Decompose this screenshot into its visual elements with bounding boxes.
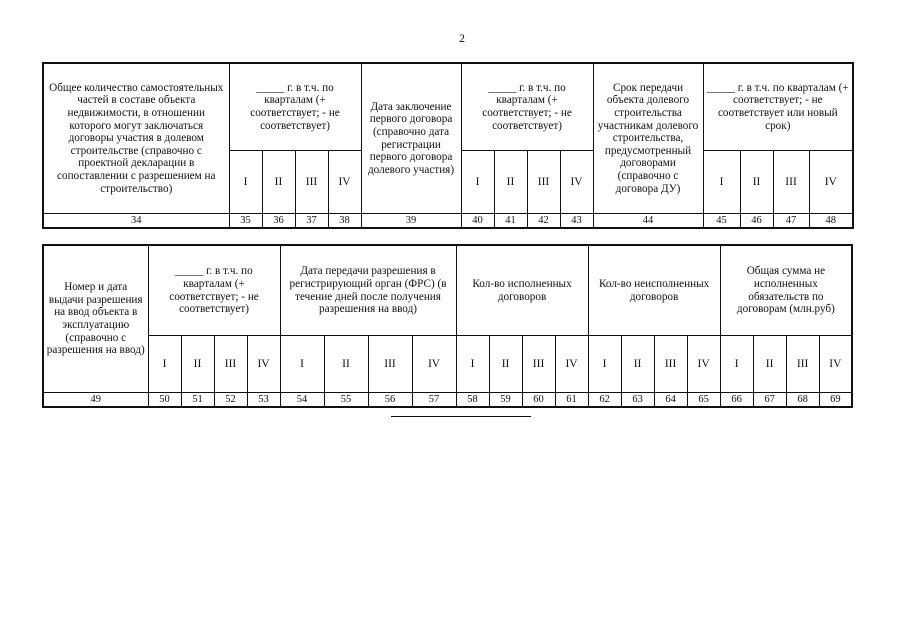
quarter-cell: III bbox=[522, 336, 555, 393]
column-number: 62 bbox=[588, 393, 621, 408]
column-number: 69 bbox=[819, 393, 852, 408]
column-number: 50 bbox=[148, 393, 181, 408]
quarter-cell: III bbox=[654, 336, 687, 393]
column-number: 68 bbox=[786, 393, 819, 408]
quarter-cell: IV bbox=[819, 336, 852, 393]
column-number: 45 bbox=[703, 214, 740, 229]
column-number: 40 bbox=[461, 214, 494, 229]
header-quarters-group-1: _____ г. в т.ч. по кварталам (+ соответствует; - не соответствует) bbox=[229, 63, 361, 151]
column-number: 54 bbox=[280, 393, 324, 408]
quarter-cell: I bbox=[148, 336, 181, 393]
quarter-cell: III bbox=[773, 151, 809, 214]
quarter-cell: II bbox=[753, 336, 786, 393]
quarter-cell: II bbox=[494, 151, 527, 214]
quarter-cell: IV bbox=[687, 336, 720, 393]
column-number: 67 bbox=[753, 393, 786, 408]
header-total-unfulfilled-sum: Общая сумма не исполненных обязательств по договорам (млн.руб) bbox=[720, 245, 852, 336]
quarter-cell: III bbox=[214, 336, 247, 393]
column-number: 38 bbox=[328, 214, 361, 229]
column-number: 47 bbox=[773, 214, 809, 229]
header-first-contract-date: Дата заключение первого договора (справочно дата регистрации первого договора долевого участия) bbox=[361, 63, 461, 214]
quarter-cell: III bbox=[786, 336, 819, 393]
header-executed-contracts: Кол-во исполненных договоров bbox=[456, 245, 588, 336]
quarter-cell: I bbox=[703, 151, 740, 214]
column-number: 66 bbox=[720, 393, 753, 408]
quarter-cell: IV bbox=[328, 151, 361, 214]
column-number: 53 bbox=[247, 393, 280, 408]
column-number: 55 bbox=[324, 393, 368, 408]
page-number: 2 bbox=[459, 31, 465, 45]
column-number: 36 bbox=[262, 214, 295, 229]
column-number: 63 bbox=[621, 393, 654, 408]
column-number: 42 bbox=[527, 214, 560, 229]
column-number: 51 bbox=[181, 393, 214, 408]
column-number: 35 bbox=[229, 214, 262, 229]
quarter-cell: I bbox=[280, 336, 324, 393]
quarter-cell: II bbox=[621, 336, 654, 393]
column-number: 52 bbox=[214, 393, 247, 408]
quarter-cell: I bbox=[720, 336, 753, 393]
table-bottom bbox=[42, 244, 853, 408]
column-number: 41 bbox=[494, 214, 527, 229]
quarter-cell: I bbox=[461, 151, 494, 214]
quarter-cell: IV bbox=[560, 151, 593, 214]
column-number: 43 bbox=[560, 214, 593, 229]
header-permit-number-date: Номер и дата выдачи разрешения на ввод объекта в эксплуатацию (справочно с разрешения на ввод) bbox=[43, 245, 148, 393]
column-number: 64 bbox=[654, 393, 687, 408]
column-number: 34 bbox=[43, 214, 229, 229]
quarter-cell: IV bbox=[809, 151, 853, 214]
table-top bbox=[42, 62, 854, 229]
column-number: 39 bbox=[361, 214, 461, 229]
column-number: 57 bbox=[412, 393, 456, 408]
column-number: 49 bbox=[43, 393, 148, 408]
quarter-cell: IV bbox=[555, 336, 588, 393]
quarter-cell: I bbox=[229, 151, 262, 214]
footer-divider bbox=[391, 416, 531, 417]
column-number: 60 bbox=[522, 393, 555, 408]
quarter-cell: II bbox=[181, 336, 214, 393]
column-number: 46 bbox=[740, 214, 773, 229]
quarter-cell: II bbox=[324, 336, 368, 393]
quarter-cell: IV bbox=[412, 336, 456, 393]
header-transfer-term: Срок передачи объекта долевого строительства участникам долевого строительства, предусмотренный договорами (справочно с договора ДУ) bbox=[593, 63, 703, 214]
header-permit-transfer-date: Дата передачи разрешения в регистрирующий орган (ФРС) (в течение дней после получения разрешения на ввод) bbox=[280, 245, 456, 336]
column-number: 44 bbox=[593, 214, 703, 229]
quarter-cell: I bbox=[588, 336, 621, 393]
column-number: 61 bbox=[555, 393, 588, 408]
header-unexecuted-contracts: Кол-во неисполненных договоров bbox=[588, 245, 720, 336]
quarter-cell: II bbox=[740, 151, 773, 214]
quarter-cell: II bbox=[262, 151, 295, 214]
quarter-cell: III bbox=[368, 336, 412, 393]
column-number: 56 bbox=[368, 393, 412, 408]
header-total-parts: Общее количество самостоятельных частей в составе объекта недвижимости, в отношении которого могут заключаться договоры участия в долевом строительстве (справочно с проектной декларации в сопоставлении с разрешением на строительство) bbox=[43, 63, 229, 214]
quarter-cell: III bbox=[527, 151, 560, 214]
column-number: 48 bbox=[809, 214, 853, 229]
header-quarters-group-4: _____ г. в т.ч. по кварталам (+ соответствует; - не соответствует) bbox=[148, 245, 280, 336]
header-quarters-group-3: _____ г. в т.ч. по кварталам (+ соответствует; - не соответствует или новый срок) bbox=[703, 63, 853, 151]
quarter-cell: I bbox=[456, 336, 489, 393]
header-quarters-group-2: _____ г. в т.ч. по кварталам (+ соответствует; - не соответствует) bbox=[461, 63, 593, 151]
quarter-cell: IV bbox=[247, 336, 280, 393]
quarter-cell: III bbox=[295, 151, 328, 214]
column-number: 59 bbox=[489, 393, 522, 408]
quarter-cell: II bbox=[489, 336, 522, 393]
column-number: 65 bbox=[687, 393, 720, 408]
column-number: 58 bbox=[456, 393, 489, 408]
column-number: 37 bbox=[295, 214, 328, 229]
